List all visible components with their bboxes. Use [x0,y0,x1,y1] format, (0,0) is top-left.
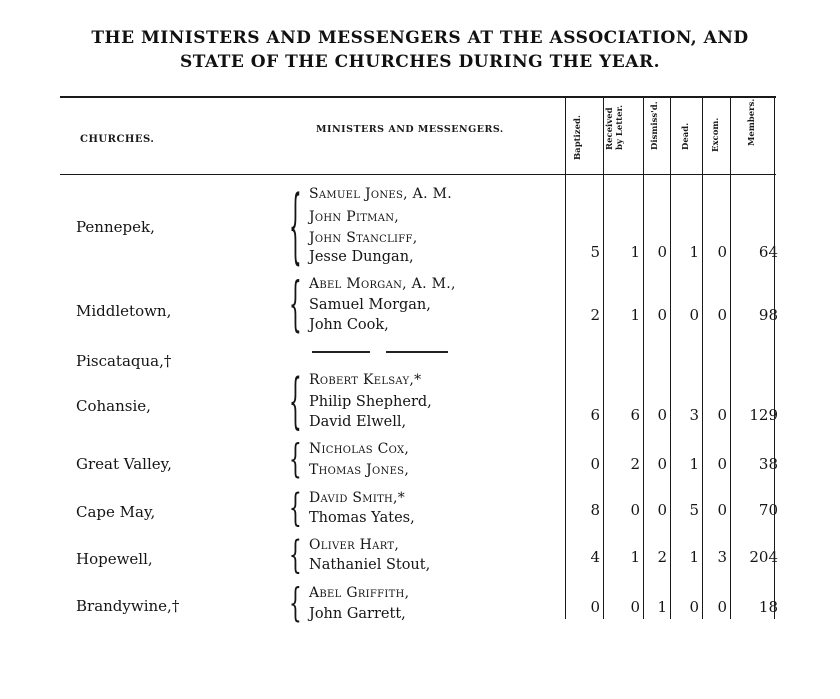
minister-name: John Pitman, [309,209,400,225]
brace-mark: { [289,531,302,577]
minister-name: John Cook, [309,317,389,333]
table-top-rule [60,96,776,98]
minister-name: Samuel Morgan, [309,297,431,313]
dismissed-value: 0 [657,455,667,473]
excom-value: 0 [717,306,727,324]
minister-name: Abel Griffith, [309,585,410,601]
excom-value: 0 [717,243,727,261]
column-divider-1 [565,97,566,619]
baptized-value: 0 [590,598,600,616]
dead-value: 0 [689,306,699,324]
dismissed-value: 0 [657,243,667,261]
title-line-1: THE MINISTERS AND MESSENGERS AT THE ASSOCIATION, AND [91,28,749,48]
baptized-value: 2 [590,306,600,324]
minister-name: Robert Kelsay,* [309,372,422,388]
brace-mark: { [289,484,302,530]
header-churches: CHURCHES. [80,134,155,145]
header-received-2: by Letter. [615,104,625,150]
brace-mark: { [289,579,302,626]
column-divider-5 [702,97,703,619]
minister-name: Nicholas Cox, [309,441,410,457]
header-dismissed: Dismiss'd. [650,101,660,150]
brace-mark: { [289,268,302,339]
baptized-value: 6 [590,406,600,424]
dead-value: 3 [689,406,699,424]
church-name: Hopewell, [76,550,153,568]
dismissed-value: 0 [657,406,667,424]
column-divider-6 [730,97,731,619]
excom-value: 0 [717,406,727,424]
received-value: 1 [630,243,640,261]
church-name: Cohansie, [76,397,151,415]
minister-name: Thomas Yates, [309,510,415,526]
members-value: 64 [758,243,778,261]
header-baptized: Baptized. [573,115,583,160]
minister-name: Jesse Dungan, [309,249,414,265]
received-value: 1 [630,306,640,324]
header-bottom-rule [60,174,776,175]
received-value: 0 [630,501,640,519]
minister-name: Abel Morgan, A. M., [309,276,456,292]
minister-name: Nathaniel Stout, [309,557,431,573]
brace-mark: { [289,364,302,436]
baptized-value: 8 [590,501,600,519]
dismissed-value: 1 [657,598,667,616]
minister-name: Thomas Jones, [309,462,410,478]
dismissed-value: 0 [657,501,667,519]
excom-value: 3 [717,548,727,566]
received-value: 2 [630,455,640,473]
minister-name: David Elwell, [309,414,407,430]
dead-value: 1 [689,455,699,473]
baptized-value: 5 [590,243,600,261]
members-value: 18 [758,598,778,616]
column-divider-4 [670,97,671,619]
dismissed-value: 2 [657,548,667,566]
minister-name: Samuel Jones, A. M. [309,186,452,202]
minister-name: John Garrett, [309,606,406,622]
members-value: 38 [758,455,778,473]
blank-dash [312,351,370,353]
members-value: 98 [758,306,778,324]
church-name: Middletown, [76,302,172,320]
received-value: 0 [630,598,640,616]
dead-value: 1 [689,548,699,566]
church-name: Cape May, [76,503,156,521]
members-value: 129 [749,406,778,424]
brace-mark: { [289,175,302,274]
excom-value: 0 [717,598,727,616]
minister-name: Oliver Hart, [309,537,400,553]
members-value: 204 [749,548,778,566]
members-value: 70 [758,501,778,519]
header-excom: Excom. [711,117,721,152]
church-name: Piscataqua,† [76,352,172,370]
header-received-1: Received [605,107,615,150]
received-value: 1 [630,548,640,566]
dead-value: 5 [689,501,699,519]
minister-name: John Stancliff, [309,230,418,246]
church-name: Great Valley, [76,455,172,473]
church-name: Brandywine,† [76,597,180,615]
column-divider-3 [643,97,644,619]
title-line-2: STATE OF THE CHURCHES DURING THE YEAR. [179,52,660,72]
church-name: Pennepek, [76,218,155,236]
brace-mark: { [289,435,302,482]
column-divider-7 [774,97,775,619]
minister-name: Philip Shepherd, [309,394,432,410]
header-dead: Dead. [681,122,691,150]
header-members: Members. [747,98,757,146]
baptized-value: 4 [590,548,600,566]
blank-dash [386,351,448,353]
excom-value: 0 [717,501,727,519]
received-value: 6 [630,406,640,424]
dead-value: 1 [689,243,699,261]
header-ministers: MINISTERS AND MESSENGERS. [316,124,504,135]
column-divider-2 [603,97,604,619]
minister-name: David Smith,* [309,490,406,506]
baptized-value: 0 [590,455,600,473]
excom-value: 0 [717,455,727,473]
dead-value: 0 [689,598,699,616]
dismissed-value: 0 [657,306,667,324]
